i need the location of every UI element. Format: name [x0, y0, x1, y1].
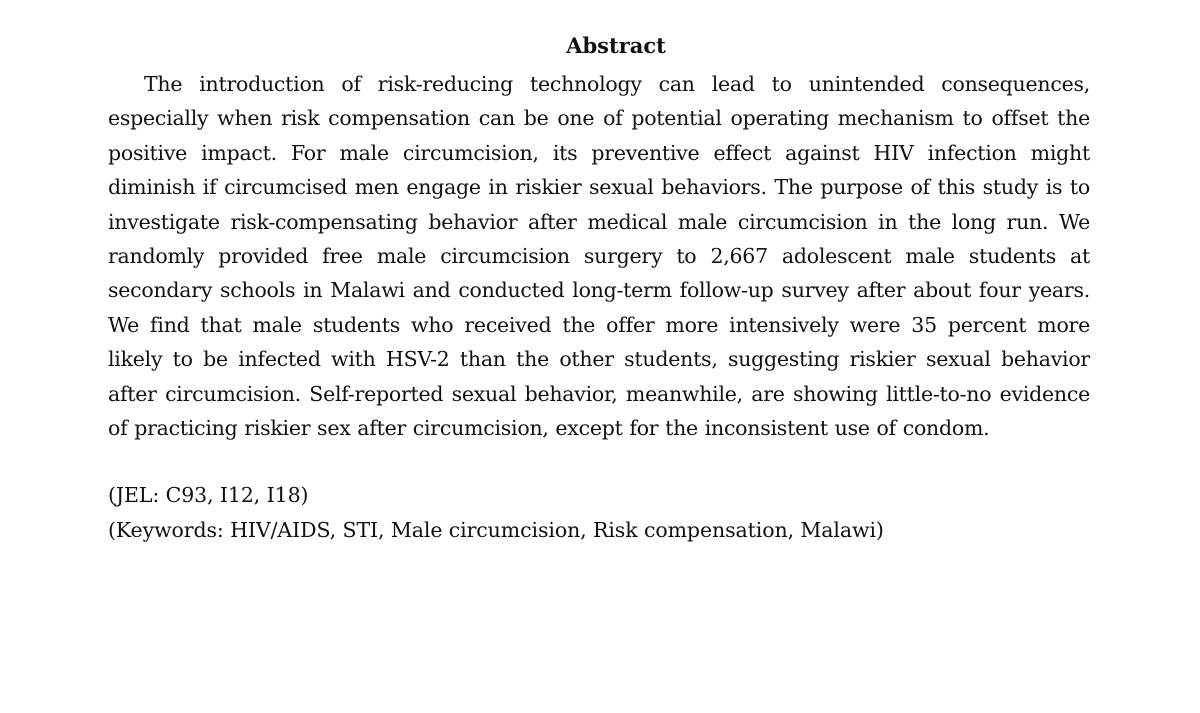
abstract-body: The introduction of risk-reducing technology can lead to unintended consequences, especially when risk compensation can be one of potential operating mechanism to offset the positive impact. For male circumcision, its preventive effect against HIV infection might diminish if circumcised men engage in riskier sexual behaviors. The purpose of this study is to investigate risk-compensating behavior after medical male circumcision in the long run. We randomly provided free male circumcision surgery to 2,667 adolescent male students at secondary schools in Malawi and conducted long-term follow-up survey after about four years. We find that male students who received the offer more intensively were 35 percent more likely to be infected with HSV-2 than the other students, suggesting riskier sexual behavior after circumcision. Self-reported sexual behavior, meanwhile, are showing little-to-no evidence of practicing riskier sex after circumcision, except for the inconsistent use of condom. — [108, 72, 1090, 441]
keywords: (Keywords: HIV/AIDS, STI, Male circumcision, Risk compensation, Malawi) — [108, 518, 884, 543]
abstract-page — [108, 32, 1090, 548]
jel-codes: (JEL: C93, I12, I18) — [108, 483, 309, 508]
abstract-heading: Abstract — [566, 33, 666, 58]
classification-block — [108, 478, 1090, 548]
